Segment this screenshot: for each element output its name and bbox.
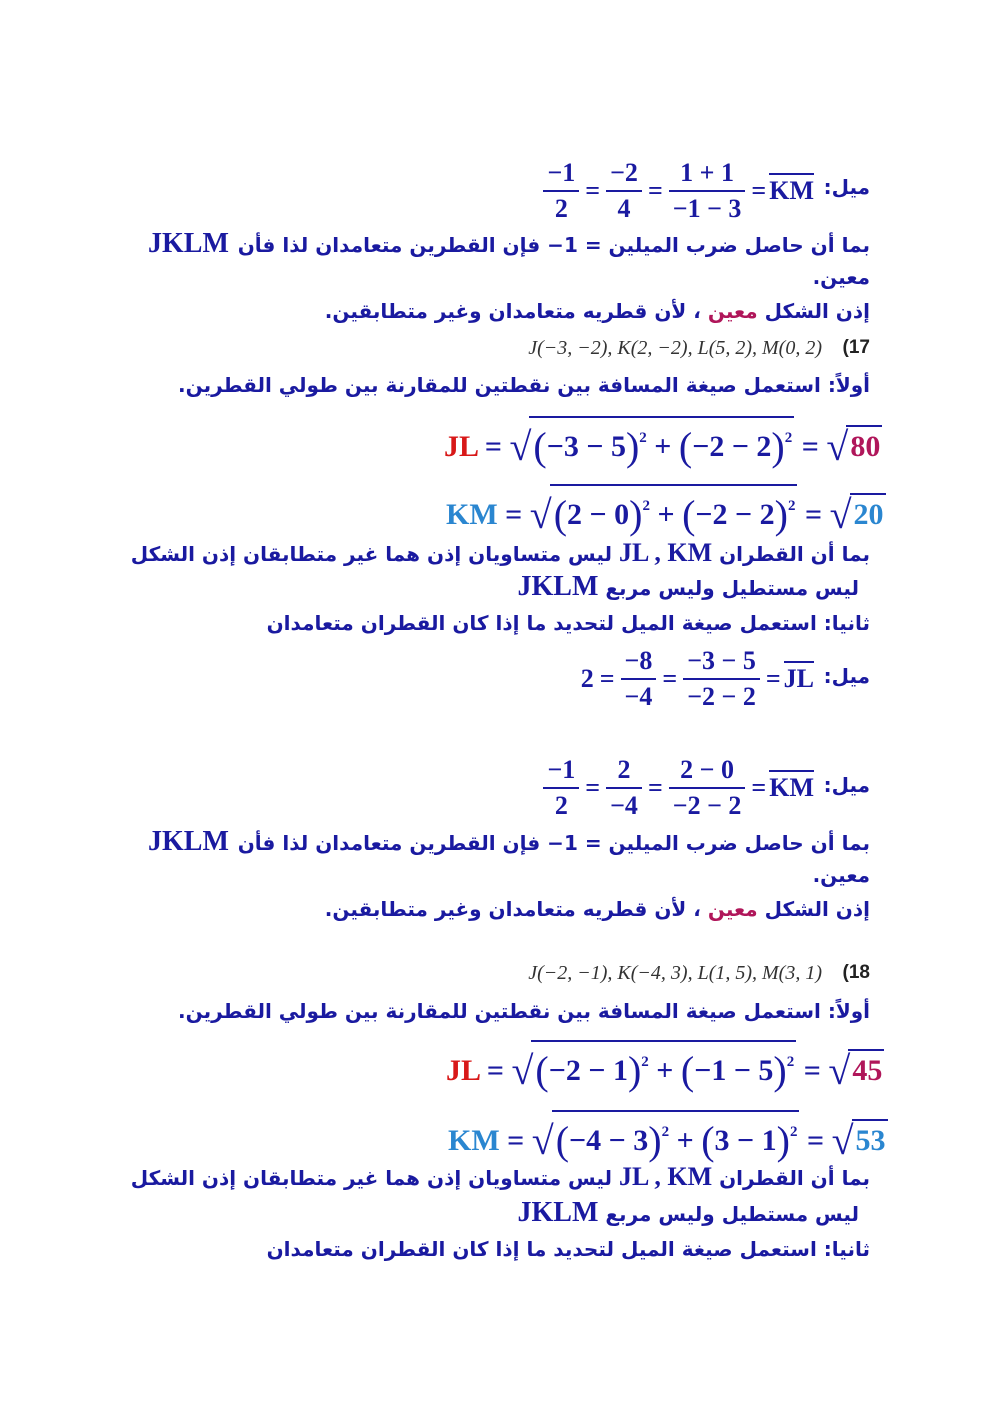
first-step-17: أولاً: استعمل صيغة المسافة بين نقطتين للمقارنة بين طولي القطرين. (178, 373, 870, 397)
rhombus-cont-16: معين. (812, 265, 870, 289)
slope-jl-equation-17: 2 = $\frac{-8}{-4}$ = $\frac{-3 - 5}{-2 - 2}$ = JL (580, 646, 814, 711)
fraction-1: $\frac{1 + 1}{-1 - 3}$ (669, 158, 746, 224)
problem-number-17: (17 (842, 337, 870, 358)
not-rect-18: ليس مستطيل وليس مربع JKLM (517, 1197, 859, 1228)
slope-km-equation-16: $\frac{-1}{2}$ = $\frac{-2}{4}$ = $\frac{1 + 1}{-1 - 3}$ = KM (540, 158, 814, 224)
fraction-2: $\frac{-2}{4}$ (606, 158, 642, 224)
jl-distance-18: JL = $√(-2 - 1)^2 + (-1 - 5)^2 = √45$ (446, 1040, 884, 1091)
jklm-label-16: JKLM (148, 228, 229, 259)
slope-km-equation-17: $\frac{-1}{2}$ = $\frac{2}{-4}$ = $\frac{2 - 0}{-2 - 2}$ = KM (540, 755, 814, 821)
rhombus-cont-17: معين. (812, 863, 870, 887)
conclusion-16: إذن الشكل معين ، لأن قطريه متعامدان وغير متطابقين. (324, 299, 870, 323)
slope-label-km-17: ميل: (823, 773, 870, 797)
slope-label-km-16: ميل: (823, 175, 870, 199)
slope-label-jl-17: ميل: (823, 664, 870, 688)
segment-km: KM (769, 173, 814, 205)
since-line-16: بما أن حاصل ضرب الميلين = 1− فإن القطرين متعامدان لذا فأن (237, 233, 870, 257)
problem-number-18: (18 (842, 962, 870, 983)
conclusion-17: إذن الشكل معين ، لأن قطريه متعامدان وغير متطابقين. (324, 897, 870, 921)
points-18: J(−2, −1), K(−4, 3), L(1, 5), M(3, 1) (528, 962, 822, 984)
points-17: J(−3, −2), K(2, −2), L(5, 2), M(0, 2) (528, 337, 822, 359)
since-line-17: بما أن حاصل ضرب الميلين = 1− فإن القطرين متعامدان لذا فأن (237, 831, 870, 855)
not-rect-17: ليس مستطيل وليس مربع JKLM (517, 571, 859, 602)
second-step-17: ثانيا: استعمل صيغة الميل لتحديد ما إذا كان القطران متعامدان (266, 611, 870, 635)
second-step-18: ثانيا: استعمل صيغة الميل لتحديد ما إذا كان القطران متعامدان (266, 1237, 870, 1261)
first-step-18: أولاً: استعمل صيغة المسافة بين نقطتين للمقارنة بين طولي القطرين. (178, 999, 870, 1023)
diagonals-line-17: بما أن القطران JL , KM ليس متساويان إذن هما غير متطابقان إذن الشكل (130, 538, 870, 567)
km-distance-18: KM = $√(-4 - 3)^2 + (3 - 1)^2 = √53$ (448, 1110, 888, 1161)
jl-distance-17: JL = $√(-3 - 5)^2 + (-2 - 2)^2 = √80$ (444, 416, 882, 467)
diagonals-line-18: بما أن القطران JL , KM ليس متساويان إذن هما غير متطابقان إذن الشكل (130, 1162, 870, 1191)
jklm-label-17: JKLM (148, 826, 229, 857)
km-distance-17: KM = $√(2 - 0)^2 + (-2 - 2)^2 = √20$ (446, 484, 886, 535)
fraction-3: $\frac{-1}{2}$ (543, 158, 579, 224)
